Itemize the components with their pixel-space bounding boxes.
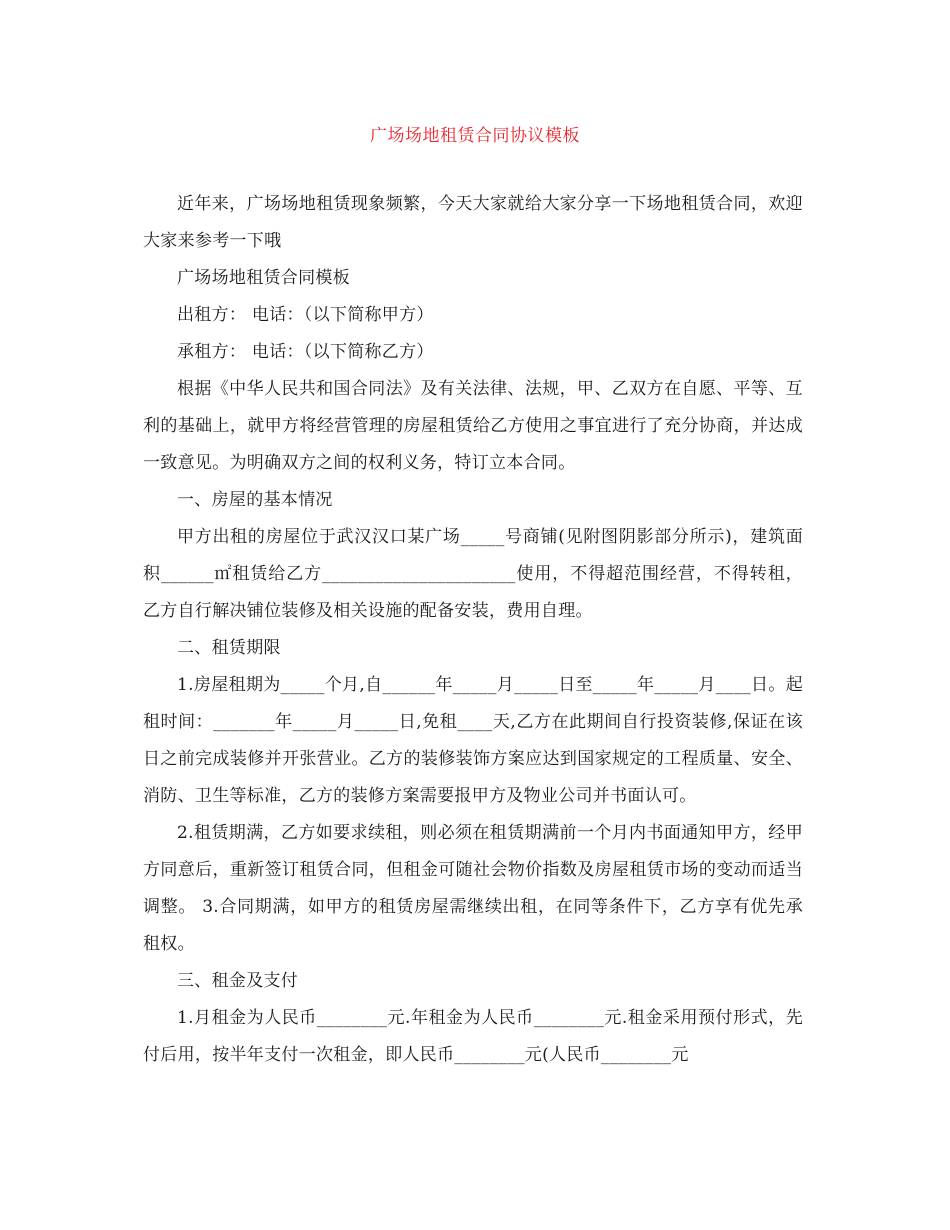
- paragraph-lessee: 承租方： 电话：（以下简称乙方）: [177, 342, 434, 362]
- paragraph-rent-1: 1.月租金为人民币________元.年租金为人民币________元.租金采用预付形式，先付后用，按半年支付一次租金，即人民币________元(人民币________元: [143, 1008, 803, 1065]
- paragraph-property: 甲方出租的房屋位于武汉汉口某广场_____号商铺(见附图阴影部分所示)，建筑面积______㎡租赁给乙方______________________使用，不得超范围经营，不得转租，乙方自行解决铺位装修及相关设施的配备安装，费用自理。: [143, 527, 803, 621]
- paragraph-lessor: 出租方： 电话：（以下简称甲方）: [177, 305, 434, 325]
- document-body: [143, 186, 803, 1074]
- section-heading-term: 二、租赁期限: [177, 638, 281, 658]
- paragraph-term-1: 1.房屋租期为_____个月,自______年_____月_____日至_____年_____月____日。起租时间：_______年_____月_____日,免租____天,乙方在此期间自行投资装修,保证在该日之前完成装修并开张营业。乙方的装修装饰方案应达到国家规定的工程质量、安全、消防、卫生等标准，乙方的装修方案需要报甲方及物业公司并书面认可。: [143, 675, 803, 806]
- document-title: 广场场地租赁合同协议模板: [370, 126, 580, 146]
- section-heading-property: 一、房屋的基本情况: [177, 490, 333, 510]
- section-heading-rent: 三、租金及支付: [177, 971, 299, 991]
- paragraph-preamble: 根据《中华人民共和国合同法》及有关法律、法规，甲、乙双方在自愿、平等、互利的基础上，就甲方将经营管理的房屋租赁给乙方使用之事宜进行了充分协商，并达成一致意见。为明确双方之间的权利义务，特订立本合同。: [143, 379, 803, 473]
- paragraph-term-2: 2.租赁期满，乙方如要求续租，则必须在租赁期满前一个月内书面通知甲方，经甲方同意后，重新签订租赁合同，但租金可随社会物价指数及房屋租赁市场的变动而适当调整。 3.合同期满，如甲方的租赁房屋需继续出租，在同等条件下，乙方享有优先承租权。: [143, 823, 803, 954]
- paragraph-intro: 近年来，广场场地租赁现象频繁，今天大家就给大家分享一下场地租赁合同，欢迎大家来参考一下哦: [143, 194, 803, 251]
- paragraph-subtitle: 广场场地租赁合同模板: [177, 268, 350, 288]
